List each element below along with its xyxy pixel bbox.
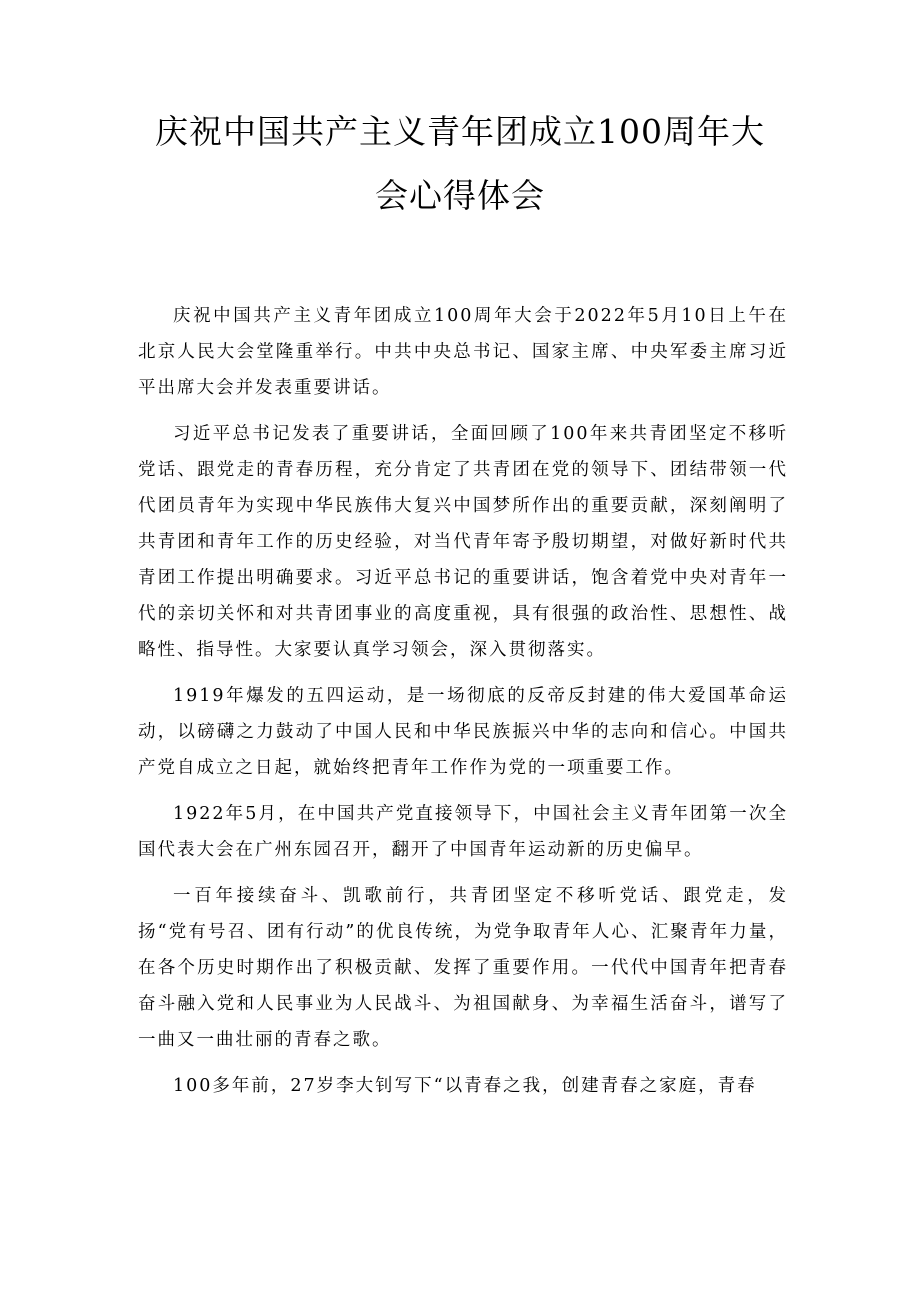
paragraph-6: 100多年前，27岁李大钊写下“以青春之我，创建青春之家庭，青春	[173, 1076, 757, 1096]
paragraph-2: 习近平总书记发表了重要讲话，全面回顾了100年来共青团坚定不移听党话、跟党走的青春历程，充分肯定了共青团在党的领导下、团结带领一代代团员青年为实现中华民族伟大复兴中国梦所作出的重要贡献，深刻阐明了共青团和青年工作的历史经验，对当代青年寄予殷切期望，对做好新时代共青团工作提出明确要求。习近平总书记的重要讲话，饱含着党中央对青年一代的亲切关怀和对共青团事业的高度重视，具有很强的政治性、思想性、战略性、指导性。大家要认真学习领会，深入贯彻落实。	[138, 424, 788, 660]
title-line-2: 会心得体会	[375, 176, 545, 215]
document-body	[138, 298, 788, 1114]
document-title	[110, 100, 810, 228]
paragraph-4: 1922年5月，在中国共产党直接领导下，中国社会主义青年团第一次全国代表大会在广州东园召开，翻开了中国青年运动新的历史偏早。	[138, 804, 788, 860]
paragraph-5: 一百年接续奋斗、凯歌前行，共青团坚定不移听党话、跟党走，发扬“党有号召、团有行动”的优良传统，为党争取青年人心、汇聚青年力量，在各个历史时期作出了积极贡献、发挥了重要作用。一代代中国青年把青春奋斗融入党和人民事业为人民战斗、为祖国献身、为幸福生活奋斗，谱写了一曲又一曲壮丽的青春之歌。	[138, 886, 788, 1050]
title-line-1: 庆祝中国共产主义青年团成立100周年大	[155, 112, 765, 151]
paragraph-3: 1919年爆发的五四运动，是一场彻底的反帝反封建的伟大爱国革命运动，以磅礴之力鼓动了中国人民和中华民族振兴中华的志向和信心。中国共产党自成立之日起，就始终把青年工作作为党的一项重要工作。	[138, 686, 788, 778]
paragraph-1: 庆祝中国共产主义青年团成立100周年大会于2022年5月10日上午在北京人民大会堂隆重举行。中共中央总书记、国家主席、中央军委主席习近平出席大会并发表重要讲话。	[138, 306, 788, 398]
